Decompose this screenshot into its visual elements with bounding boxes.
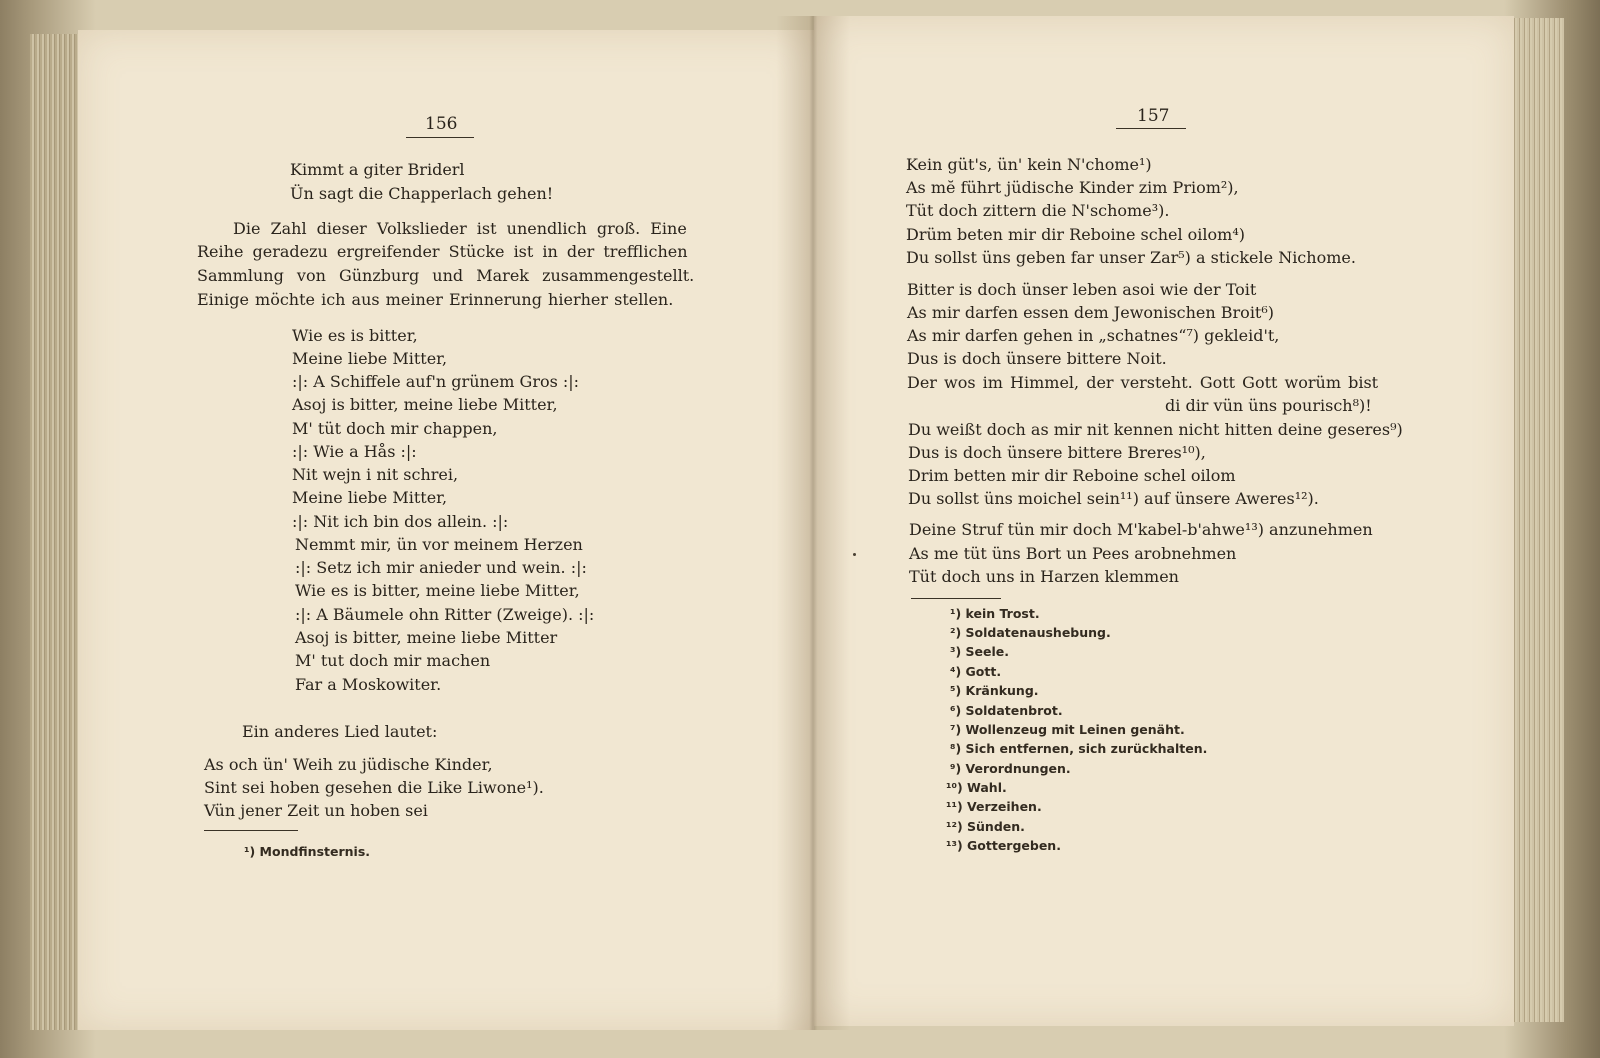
footnote-rule xyxy=(204,830,298,831)
page-number-rule xyxy=(1116,128,1186,129)
paragraph-line: Die Zahl dieser Volkslieder ist unendlich groß. Eine xyxy=(233,219,687,238)
footnote: ⁹) Verordnungen. xyxy=(950,761,1071,776)
song-line: Asoj is bitter, meine liebe Mitter xyxy=(295,628,558,647)
footnote: ⁵) Kränkung. xyxy=(950,683,1039,698)
stanza-line: Du sollst üns moichel sein¹¹) auf ünsere Aweres¹²). xyxy=(908,489,1319,508)
footnote: ²) Soldatenaushebung. xyxy=(950,625,1111,640)
stanza-line: Der wos im Himmel, der versteht. Gott Gott worüm bist xyxy=(907,373,1379,392)
paragraph-line: Einige möchte ich aus meiner Erinnerung hierher stellen. xyxy=(197,290,674,309)
right-page-edges xyxy=(1512,18,1564,1022)
stanza-line: Dus is doch ünsere bittere Breres¹⁰), xyxy=(908,443,1206,462)
song-intro: Ein anderes Lied lautet: xyxy=(242,722,438,741)
stanza-line: As mir darfen essen dem Jewonischen Broit⁶) xyxy=(907,303,1275,322)
song2-line: Sint sei hoben gesehen die Like Liwone¹). xyxy=(204,778,544,797)
footnote: ⁶) Soldatenbrot. xyxy=(950,703,1063,718)
song-line: Meine liebe Mitter, xyxy=(292,349,448,368)
stanza-line: Deine Struf tün mir doch M'kabel-b'ahwe¹³) anzunehmen xyxy=(909,520,1373,539)
footnote: ¹¹) Verzeihen. xyxy=(946,799,1042,814)
footnote: ¹⁰) Wahl. xyxy=(946,780,1007,795)
song-line: :|: Setz ich mir anieder und wein. :|: xyxy=(295,558,587,577)
song-line: Meine liebe Mitter, xyxy=(292,488,448,507)
footnote: ⁷) Wollenzeug mit Leinen genäht. xyxy=(950,722,1185,737)
stanza-line: As mir darfen gehen in „schatnes“⁷) gekleid't, xyxy=(907,326,1280,345)
song2-line: Vün jener Zeit un hoben sei xyxy=(204,801,428,820)
page-number-rule xyxy=(406,137,474,138)
song-line: Wie es is bitter, meine liebe Mitter, xyxy=(295,581,580,600)
footnote: ³) Seele. xyxy=(950,644,1010,659)
song-line: :|: Wie a Hås :|: xyxy=(292,442,417,461)
song-line: :|: A Bäumele ohn Ritter (Zweige). :|: xyxy=(295,605,595,624)
song-line: :|: A Schiffele auf'n grünem Gros :|: xyxy=(292,372,580,391)
ink-speck xyxy=(853,553,856,556)
book-gutter xyxy=(776,16,850,1030)
footnote: ¹) Mondfinsternis. xyxy=(244,844,371,859)
stanza-line: As mĕ führt jüdische Kinder zim Priom²), xyxy=(906,178,1239,197)
stanza-line: Du sollst üns geben far unser Zar⁵) a stickele Nichome. xyxy=(906,248,1356,267)
paragraph-line: Sammlung von Günzburg und Marek zusammengestellt. xyxy=(197,266,695,285)
song-line: Wie es is bitter, xyxy=(292,326,418,345)
song-line: Nit wejn i nit schrei, xyxy=(292,465,459,484)
song-line: Asoj is bitter, meine liebe Mitter, xyxy=(292,395,558,414)
paragraph-line: Reihe geradezu ergreifender Stücke ist in der trefflichen xyxy=(197,242,688,261)
song2-line: As och ün' Weih zu jüdische Kinder, xyxy=(204,755,493,774)
intro-line: Ün sagt die Chapperlach gehen! xyxy=(290,184,554,203)
stanza-line: As me tüt üns Bort un Pees arobnehmen xyxy=(909,544,1237,563)
right-page-number: 157 xyxy=(1137,106,1170,126)
footnote: ¹³) Gottergeben. xyxy=(946,838,1061,853)
song-line: Far a Moskowiter. xyxy=(295,675,442,694)
left-page-number: 156 xyxy=(425,114,458,134)
footnote: ¹) kein Trost. xyxy=(950,606,1040,621)
intro-line: Kimmt a giter Briderl xyxy=(290,160,465,179)
stanza-line: Dus is doch ünsere bittere Noit. xyxy=(907,349,1167,368)
song-line: M' tut doch mir machen xyxy=(295,651,491,670)
left-page-edges xyxy=(30,34,82,1030)
stanza-line: Tüt doch uns in Harzen klemmen xyxy=(909,567,1179,586)
footnote: ⁸) Sich entfernen, sich zurückhalten. xyxy=(950,741,1208,756)
footnote-rule xyxy=(911,598,1001,599)
footnote: ⁴) Gott. xyxy=(950,664,1002,679)
stanza-line: Du weißt doch as mir nit kennen nicht hitten deine geseres⁹) xyxy=(908,420,1403,439)
footnote: ¹²) Sünden. xyxy=(946,819,1025,834)
stanza-line: Drim betten mir dir Reboine schel oilom xyxy=(908,466,1236,485)
stanza-line: Bitter is doch ünser leben asoi wie der Toit xyxy=(907,280,1257,299)
stanza-line: Kein güt's, ün' kein N'chome¹) xyxy=(906,155,1152,174)
song-line: Nemmt mir, ün vor meinem Herzen xyxy=(295,535,583,554)
stanza-line: Tüt doch zittern die N'schome³). xyxy=(906,201,1170,220)
stanza-line: Drüm beten mir dir Reboine schel oilom⁴) xyxy=(906,225,1245,244)
song-line: :|: Nit ich bin dos allein. :|: xyxy=(292,512,509,531)
stanza-line-continuation: di dir vün üns pourisch⁸)! xyxy=(1165,396,1372,415)
song-line: M' tüt doch mir chappen, xyxy=(292,419,498,438)
